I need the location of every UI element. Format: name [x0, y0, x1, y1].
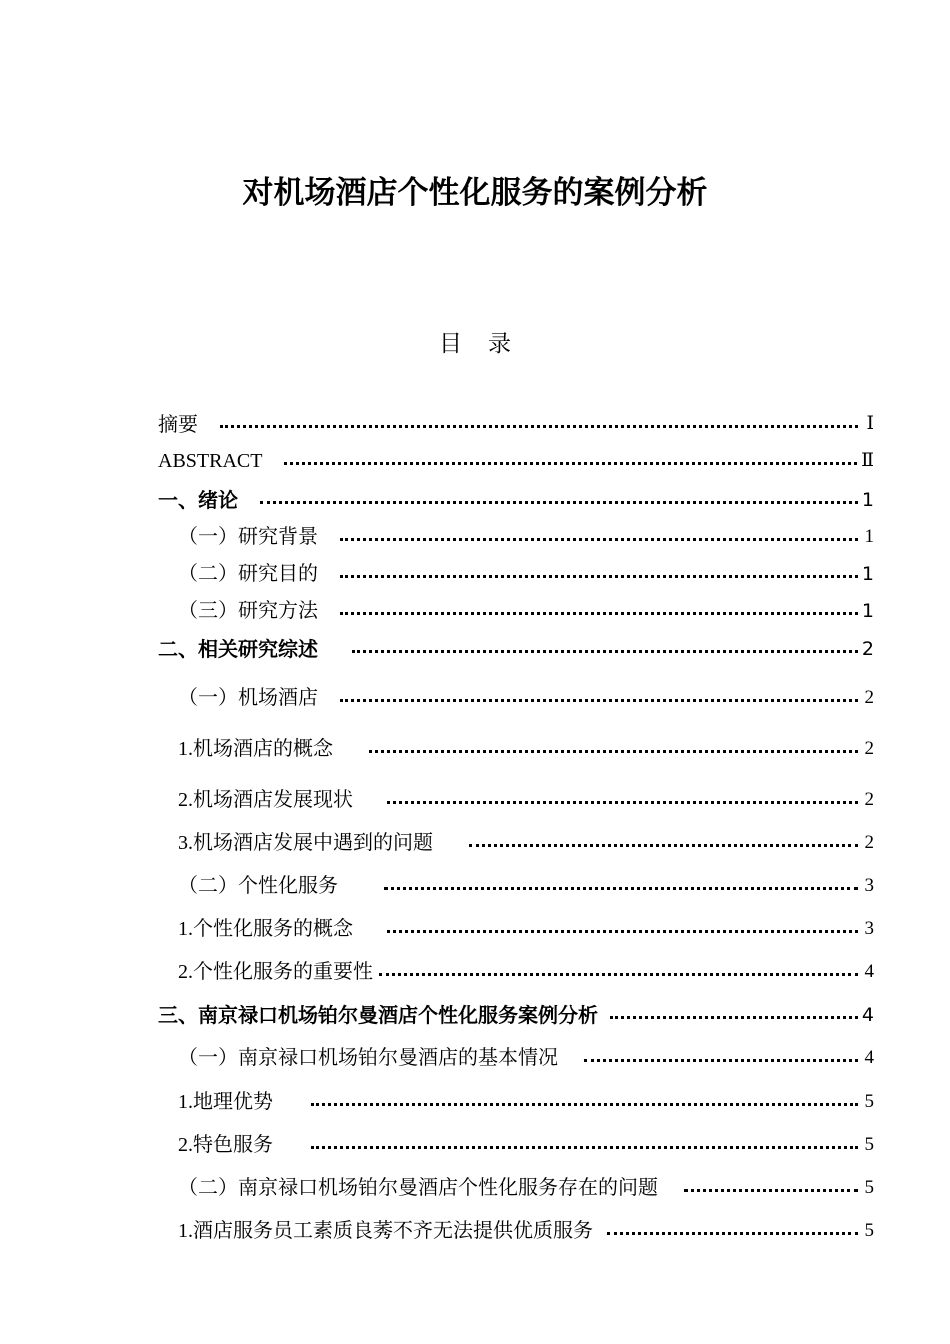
toc-heading	[0, 326, 950, 362]
toc-entry-page: 5	[864, 1220, 874, 1241]
toc-entry-label: 1.机场酒店的概念	[178, 738, 333, 760]
toc-leader-dots	[469, 844, 858, 847]
toc-entry-page: 1	[861, 563, 874, 585]
toc-entry-chapter-1[interactable]	[158, 485, 874, 515]
toc-entry-label: 1.个性化服务的概念	[178, 918, 353, 940]
toc-leader-dots	[340, 575, 858, 578]
toc-entry-section[interactable]	[178, 683, 874, 713]
toc-entry-section[interactable]	[178, 559, 874, 589]
toc-entry-label: （一）机场酒店	[178, 687, 318, 709]
toc-entry-label: 1.地理优势	[178, 1091, 273, 1113]
toc-entry-subsection[interactable]	[178, 1130, 874, 1160]
toc-entry-label: （二）南京禄口机场铂尔曼酒店个性化服务存在的问题	[178, 1177, 658, 1199]
toc-entry-section[interactable]	[178, 596, 874, 626]
toc-entry-subsection[interactable]	[178, 1216, 874, 1246]
toc-leader-dots	[369, 750, 858, 753]
toc-entry-page: 2	[861, 638, 874, 660]
toc-leader-dots	[387, 801, 858, 804]
toc-leader-dots	[610, 1016, 858, 1019]
toc-heading-char: 目	[439, 331, 462, 357]
toc-leader-dots	[607, 1232, 858, 1235]
toc-entry-section[interactable]	[178, 1173, 874, 1203]
toc-entry-label: 3.机场酒店发展中遇到的问题	[178, 832, 433, 854]
toc-leader-dots	[379, 973, 858, 976]
toc-leader-dots	[284, 462, 857, 465]
toc-entry-label: （一）南京禄口机场铂尔曼酒店的基本情况	[178, 1047, 558, 1069]
toc-entry-page: 5	[864, 1177, 874, 1198]
toc-entry-subsection[interactable]	[178, 1087, 874, 1117]
toc-entry-label: 2.机场酒店发展现状	[178, 789, 353, 811]
toc-entry-label: 2.特色服务	[178, 1134, 273, 1156]
toc-entry-page: 5	[864, 1091, 874, 1112]
toc-entry-label: 2.个性化服务的重要性	[178, 961, 373, 983]
toc-entry-label: 一、绪论	[158, 488, 238, 512]
toc-entry-page: 2	[864, 832, 874, 853]
toc-entry-subsection[interactable]	[178, 914, 874, 944]
toc-entry-abstract-en[interactable]	[158, 446, 874, 476]
toc-entry-label: 三、南京禄口机场铂尔曼酒店个性化服务案例分析	[158, 1003, 598, 1027]
toc-entry-label: 二、相关研究综述	[158, 637, 318, 661]
toc-entry-chapter-2[interactable]	[158, 634, 874, 664]
toc-entry-chapter-3[interactable]	[158, 1000, 874, 1030]
toc-entry-page: 3	[864, 875, 874, 896]
toc-entry-page: Ⅰ	[866, 413, 874, 434]
toc-entry-subsection[interactable]	[178, 957, 874, 987]
toc-leader-dots	[352, 650, 858, 653]
toc-leader-dots	[340, 699, 858, 702]
toc-leader-dots	[340, 538, 858, 541]
toc-entry-page: 3	[864, 918, 874, 939]
toc-entry-label: （二）个性化服务	[178, 875, 338, 897]
toc-entry-label: 摘要	[158, 412, 198, 436]
toc-entry-page: 1	[861, 600, 874, 622]
toc-leader-dots	[387, 930, 858, 933]
toc-entry-label: （一）研究背景	[178, 526, 318, 548]
toc-entry-page: 4	[864, 1047, 874, 1068]
toc-entry-page: 5	[864, 1134, 874, 1155]
toc-leader-dots	[684, 1189, 858, 1192]
toc-entry-section[interactable]	[178, 1043, 874, 1073]
toc-leader-dots	[220, 425, 858, 428]
toc-entry-subsection[interactable]	[178, 828, 874, 858]
toc-entry-label: （二）研究目的	[178, 563, 318, 585]
toc-leader-dots	[260, 501, 858, 504]
document-title: 对机场酒店个性化服务的案例分析	[242, 175, 708, 211]
toc-entry-label: （三）研究方法	[178, 600, 318, 622]
toc-leader-dots	[311, 1103, 858, 1106]
toc-leader-dots	[311, 1146, 858, 1149]
toc-entry-label: ABSTRACT	[158, 450, 263, 472]
toc-entry-page: Ⅱ	[861, 450, 874, 471]
toc-entry-page: 4	[864, 961, 874, 982]
toc-leader-dots	[384, 887, 858, 890]
toc-entry-page: 1	[864, 526, 874, 547]
toc-heading-char: 录	[488, 331, 511, 357]
toc-entry-subsection[interactable]	[178, 734, 874, 764]
toc-entry-section[interactable]	[178, 522, 874, 552]
toc-entry-label: 1.酒店服务员工素质良莠不齐无法提供优质服务	[178, 1220, 593, 1242]
toc-entry-page: 2	[864, 738, 874, 759]
toc-leader-dots	[584, 1059, 858, 1062]
toc-entry-page: 2	[864, 687, 874, 708]
toc-entry-page: 2	[864, 789, 874, 810]
toc-leader-dots	[340, 612, 858, 615]
toc-entry-abstract-cn[interactable]	[158, 409, 874, 439]
toc-entry-page: 4	[861, 1004, 874, 1026]
toc-entry-section[interactable]	[178, 871, 874, 901]
toc-entry-page: 1	[861, 489, 874, 511]
toc-entry-subsection[interactable]	[178, 785, 874, 815]
